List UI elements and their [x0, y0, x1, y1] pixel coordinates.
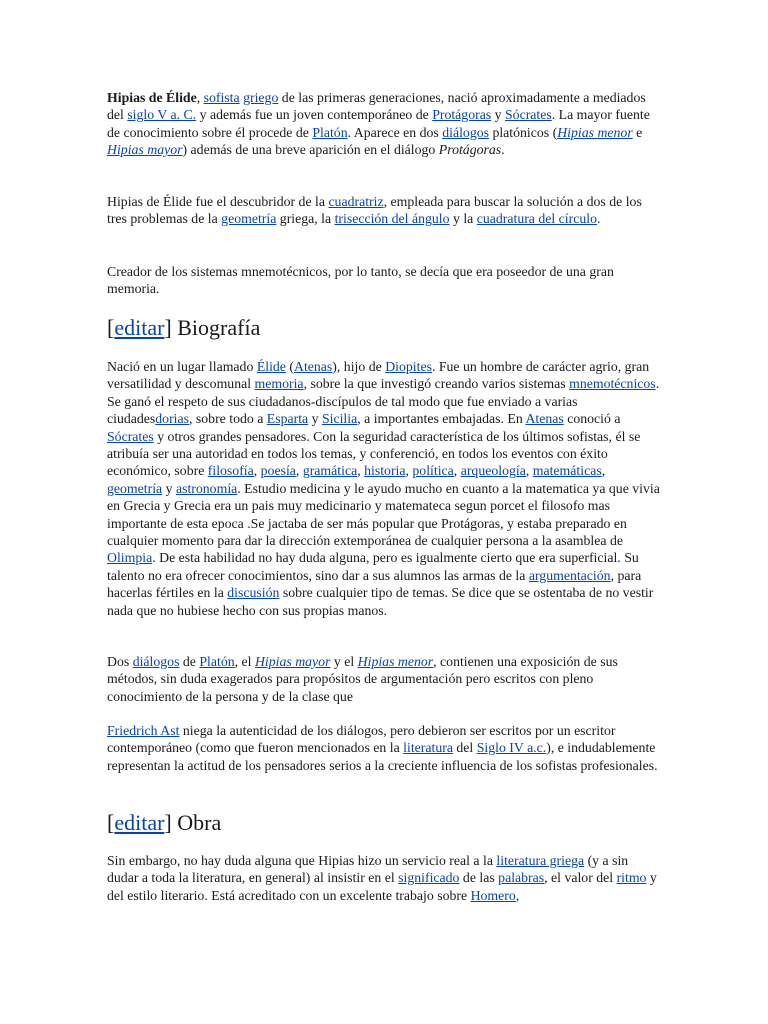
text-run: ) además de una breve aparición en el diálogo [182, 142, 439, 158]
wiki-link[interactable]: dorias [155, 411, 189, 427]
wiki-link[interactable]: ritmo [616, 870, 647, 886]
wiki-link[interactable]: palabras [498, 870, 545, 886]
heading-bracket-open: [ [107, 315, 115, 340]
wiki-link[interactable]: cuadratura del círculo [476, 211, 597, 227]
wiki-link[interactable]: sofista [203, 90, 240, 105]
text-run: , sobre la que investigó creando varios sistemas [303, 376, 570, 392]
text-run: y la [449, 211, 477, 227]
wiki-link[interactable]: poesía [260, 463, 296, 479]
text-run: de [179, 654, 200, 669]
wiki-link[interactable]: Hipias menor [357, 654, 434, 669]
edit-link[interactable]: editar [114, 315, 165, 340]
text-run: , el [234, 654, 255, 669]
text-run: Sin embargo, no hay duda alguna que Hipias hizo un servicio real a la [107, 853, 497, 868]
text-run: Nació en un lugar llamado [107, 359, 257, 374]
wiki-link[interactable]: geometría [221, 211, 277, 227]
text-run: . [597, 211, 601, 227]
text-run: . De esta habilidad no hay duda alguna, pero es igualmente cierto que era superficial. Su talento no era ofrecer conocimientos, sino dar a sus alumnos las armas de la [107, 550, 639, 583]
text-run: , [253, 463, 261, 479]
text-run: y [491, 107, 505, 123]
text-run: . Estudio medicina y le ayudo mucho en cuanto a la matematica ya que vivia en Grecia y Grecia era un pais muy medicinario y matemateca segun porcet el filosofo mas importante de esta epoca .Se jactaba de ser más popular que Protágoras, y estaba preparado en cualquier momento para dar la dirección extemporánea de cualquier persona a la asamblea de [107, 480, 660, 549]
memory-paragraph [107, 263, 662, 298]
heading-bracket-close: ] [164, 810, 172, 835]
bold-text: Hipias de Élide [107, 90, 197, 105]
italic-text: Protágoras [438, 142, 502, 158]
wiki-link[interactable]: Hipias menor [557, 124, 633, 140]
wiki-link[interactable]: mnemotécnicos [569, 376, 656, 392]
wiki-link[interactable]: arqueología [460, 463, 526, 479]
wiki-link[interactable]: gramática [302, 463, 358, 479]
wiki-link[interactable]: Homero [470, 887, 516, 903]
text-run: niega la autenticidad de los diálogos, pero debieron ser escritos por un escritor contemporáneo (como que fueron mencionados en la [107, 723, 616, 756]
heading-bracket-close: ] [164, 315, 172, 340]
wiki-link[interactable]: Atenas [293, 359, 333, 374]
wiki-link[interactable]: Protágoras [432, 107, 492, 123]
wiki-link[interactable]: diálogos [442, 124, 489, 140]
text-run: Hipias de Élide fue el descubridor de la [107, 194, 329, 209]
text-run: y del estilo literario. Está acreditado con un excelente trabajo sobre [107, 870, 657, 903]
text-run: griega, la [276, 211, 335, 227]
text-run: , a importantes embajadas. En [357, 411, 526, 427]
text-run: ), hijo de [332, 359, 386, 374]
wiki-link[interactable]: Sócrates [505, 107, 552, 123]
work-paragraph [107, 852, 662, 904]
text-run: . [501, 142, 505, 158]
section-heading-biografia [107, 315, 260, 341]
text-run: . Aparece en dos [347, 124, 443, 140]
text-run: e [632, 124, 643, 140]
wiki-link[interactable]: Platón [312, 124, 348, 140]
wiki-link[interactable]: Atenas [525, 411, 564, 427]
wiki-link[interactable]: Olimpia [107, 550, 153, 566]
text-run: sobre cualquier tipo de temas. Se dice que se ostentaba de no vestir nada que no hubiese hecho con sus propias manos. [107, 585, 654, 618]
text-run: , [357, 463, 365, 479]
biography-paragraph [107, 358, 662, 619]
wiki-link[interactable]: matemáticas [532, 463, 602, 479]
wiki-link[interactable]: Platón [199, 654, 235, 669]
wiki-link[interactable]: discusión [227, 585, 280, 601]
wiki-link[interactable]: significado [398, 870, 460, 886]
text-run: Creador de los sistemas mnemotécnicos, por lo tanto, se decía que era poseedor de una gran memoria. [107, 264, 614, 297]
text-run: , empleada para buscar la solución a dos de los tres problemas de la [107, 194, 642, 227]
text-run: . Se ganó el respeto de sus ciudadanos-discípulos de tal modo que fue enviado a varias ciudades [107, 376, 660, 427]
text-run: , [515, 887, 520, 903]
text-run: y otros grandes pensadores. Con la seguridad característica de los últimos sofistas, él se atribuía ser una autoridad en todos los temas, y conferenció, en todos los eventos con éxito económico, sobre [107, 428, 641, 479]
wiki-link[interactable]: Diopites [385, 359, 432, 374]
text-run: , [405, 463, 413, 479]
wiki-link[interactable]: Hipias mayor [254, 654, 331, 669]
wiki-link[interactable]: siglo V a. C. [127, 107, 197, 123]
wiki-link[interactable]: memoria [254, 376, 304, 392]
text-run: del [452, 740, 477, 756]
wiki-link[interactable]: Élide [256, 359, 286, 374]
wiki-link[interactable]: historia [364, 463, 406, 479]
text-run: ), e indudablemente representan la actitud de los pensadores serios a la creciente influencia de los sofistas profesionales. [107, 740, 658, 773]
text-run: . Fue un hombre de carácter agrio, gran versatilidad y descomunal [107, 359, 650, 392]
wiki-link[interactable]: Sicilia [321, 411, 358, 427]
text-run: , [601, 463, 606, 479]
intro-paragraph [107, 89, 662, 159]
heading-bracket-open: [ [107, 810, 115, 835]
wiki-link[interactable]: literatura [403, 740, 453, 756]
text-run: y [308, 411, 322, 427]
wiki-link[interactable]: cuadratriz [328, 194, 384, 209]
quadratrix-paragraph [107, 193, 662, 228]
text-run: y [162, 480, 176, 496]
wiki-link[interactable]: diálogos [132, 654, 180, 669]
wiki-link[interactable]: astronomía [175, 480, 238, 496]
wiki-link[interactable]: Sócrates [107, 428, 154, 444]
wiki-link[interactable]: trisección del ángulo [334, 211, 450, 227]
text-run: de las primeras generaciones, nació aproximadamente a mediados del [107, 90, 646, 123]
authenticity-paragraph [107, 722, 662, 774]
text-run: y el [330, 654, 358, 669]
wiki-link[interactable]: Esparta [266, 411, 309, 427]
wiki-link[interactable]: Friedrich Ast [107, 723, 180, 738]
heading-title: Biografía [171, 315, 261, 340]
heading-title: Obra [171, 810, 222, 835]
text-run: , [196, 90, 204, 105]
text-run: , contienen una exposición de sus métodos, sin duda exagerados para propósitos de argumentación pero escritos con pleno conocimiento de la persona y de la clase que [107, 654, 618, 704]
wiki-link[interactable]: filosofía [207, 463, 254, 479]
text-run: platónicos ( [489, 124, 558, 140]
text-run: , [525, 463, 533, 479]
text-run: , [453, 463, 461, 479]
text-run: , [295, 463, 303, 479]
edit-link[interactable]: editar [114, 810, 165, 835]
text-run: , sobre todo a [189, 411, 267, 427]
wiki-link[interactable]: Hipias mayor [107, 142, 183, 158]
text-run: , para hacerlas fértiles en la [107, 567, 642, 601]
text-run: . La mayor fuente de conocimiento sobre él procede de [107, 107, 650, 140]
text-run: y además fue un joven contemporáneo de [196, 107, 433, 123]
wiki-link[interactable]: geometría [107, 480, 163, 496]
text-run: Dos [107, 654, 133, 669]
text-run: conoció a [563, 411, 621, 427]
dialogues-paragraph [107, 653, 662, 705]
text-run: (y a sin dudar a toda la literatura, en general) al insistir en el [107, 853, 629, 886]
text-run: ( [285, 359, 294, 374]
text-run: de las [459, 870, 499, 886]
wiki-link[interactable]: griego [243, 90, 279, 105]
wiki-link[interactable]: política [412, 463, 454, 479]
wiki-link[interactable]: literatura griega [496, 853, 585, 868]
section-heading-obra [107, 810, 221, 836]
wiki-link[interactable]: Siglo IV a.c. [476, 740, 547, 756]
text-run: , el valor del [544, 870, 617, 886]
wiki-link[interactable]: argumentación [528, 567, 611, 583]
